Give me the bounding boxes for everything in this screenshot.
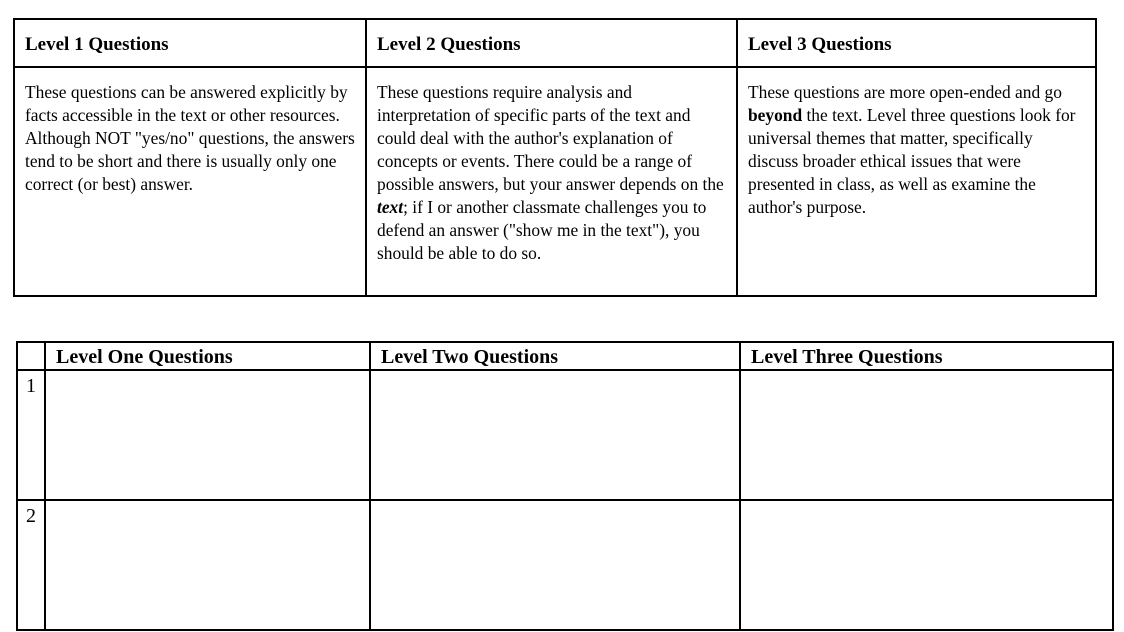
level-2-emphasis: text — [377, 197, 404, 217]
level-2-header: Level 2 Questions — [366, 19, 737, 67]
levels-description-row — [14, 67, 1096, 296]
level-1-header: Level 1 Questions — [14, 19, 366, 67]
row-number-header — [17, 342, 45, 370]
grid-header-row — [17, 342, 1113, 370]
level-1-text: These questions can be answered explicitly by facts accessible in the text or other resources. Although NOT "yes/no" questions, the answers tend to be short and there is usually only one correct (or best) answer. — [25, 82, 355, 194]
level-one-answer-cell[interactable] — [45, 370, 370, 500]
grid-row-1 — [17, 370, 1113, 500]
row-number: 1 — [17, 370, 45, 500]
level-one-header: Level One Questions — [45, 342, 370, 370]
level-2-description — [366, 67, 737, 296]
level-two-header: Level Two Questions — [370, 342, 740, 370]
level-two-answer-cell[interactable] — [370, 370, 740, 500]
row-number: 2 — [17, 500, 45, 630]
level-2-text-before: These questions require analysis and interpretation of specific parts of the text and could deal with the author's explanation of concepts or events. There could be a range of possible answers, but your answer depends on the — [377, 82, 724, 194]
level-one-answer-cell[interactable] — [45, 500, 370, 630]
level-three-answer-cell[interactable] — [740, 500, 1113, 630]
level-3-description — [737, 67, 1096, 296]
levels-header-row — [14, 19, 1096, 67]
level-3-text-after: the text. Level three questions look for universal themes that matter, specifically discuss broader ethical issues that were presented in class, as well as examine the author's purpose. — [748, 105, 1076, 217]
level-three-header: Level Three Questions — [740, 342, 1113, 370]
level-three-answer-cell[interactable] — [740, 370, 1113, 500]
level-3-text-before: These questions are more open-ended and go — [748, 82, 1062, 102]
level-2-text-after: ; if I or another classmate challenges you to defend an answer ("show me in the text"), you should be able to do so. — [377, 197, 707, 263]
answer-grid-table — [16, 341, 1114, 631]
level-two-answer-cell[interactable] — [370, 500, 740, 630]
level-3-emphasis: beyond — [748, 105, 803, 125]
question-levels-table — [13, 18, 1097, 297]
level-3-header: Level 3 Questions — [737, 19, 1096, 67]
grid-row-2 — [17, 500, 1113, 630]
level-1-description — [14, 67, 366, 296]
